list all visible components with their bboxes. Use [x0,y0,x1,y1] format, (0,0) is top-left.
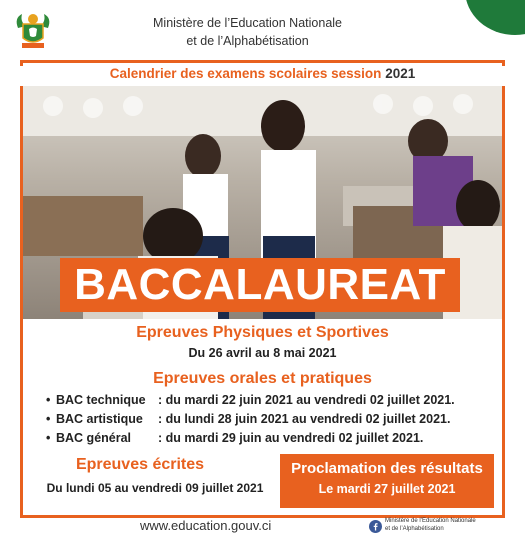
ministry-line-2: et de l’Alphabétisation [186,34,309,48]
written-heading: Epreuves écrites [75,456,205,473]
poster-title [18,66,507,86]
written-dates: Du lundi 05 au vendredi 09 juillet 2021 [46,481,264,495]
proclamation-box [280,454,494,508]
proclamation-date: Le mardi 27 juillet 2021 [318,482,456,496]
coat-of-arms-icon [12,10,54,52]
oral-heading: Epreuves orales et pratiques [153,370,372,387]
bullet: • [46,431,51,445]
poster-title-year: 2021 [385,66,416,81]
bullet: • [46,412,51,426]
proclamation-heading: Proclamation des résultats [291,460,483,477]
footer-ministry-line-1: Ministère de l’Education Nationale [385,518,476,524]
ministry-header [120,14,375,50]
bac-dates: : du mardi 29 juin au vendredi 02 juillet 2021. [158,431,424,445]
bac-name: BAC artistique [56,412,143,426]
sport-heading: Epreuves Physiques et Sportives [136,324,389,341]
bac-name: BAC technique [56,393,146,407]
bac-dates: : du lundi 28 juin 2021 au vendredi 02 juillet 2021. [158,412,451,426]
baccalaureat-banner: BACCALAUREAT [60,258,460,312]
poster-title-text: Calendrier des examens scolaires session [109,66,382,81]
list-item [46,391,455,410]
bullet: • [46,393,51,407]
facebook-icon[interactable] [369,520,382,533]
footer-ministry-line-2: et de l’Alphabétisation [385,525,444,532]
footer-ministry [385,518,476,533]
website-link[interactable]: www.education.gouv.ci [140,518,272,533]
list-item [46,410,455,429]
bac-dates: : du mardi 22 juin 2021 au vendredi 02 juillet 2021. [158,393,455,407]
bac-list [46,391,455,448]
list-item [46,429,455,448]
ministry-line-1: Ministère de l’Education Nationale [153,16,342,30]
corner-decoration [465,0,525,35]
sport-dates: Du 26 avril au 8 mai 2021 [188,346,337,360]
bac-name: BAC général [56,431,132,445]
